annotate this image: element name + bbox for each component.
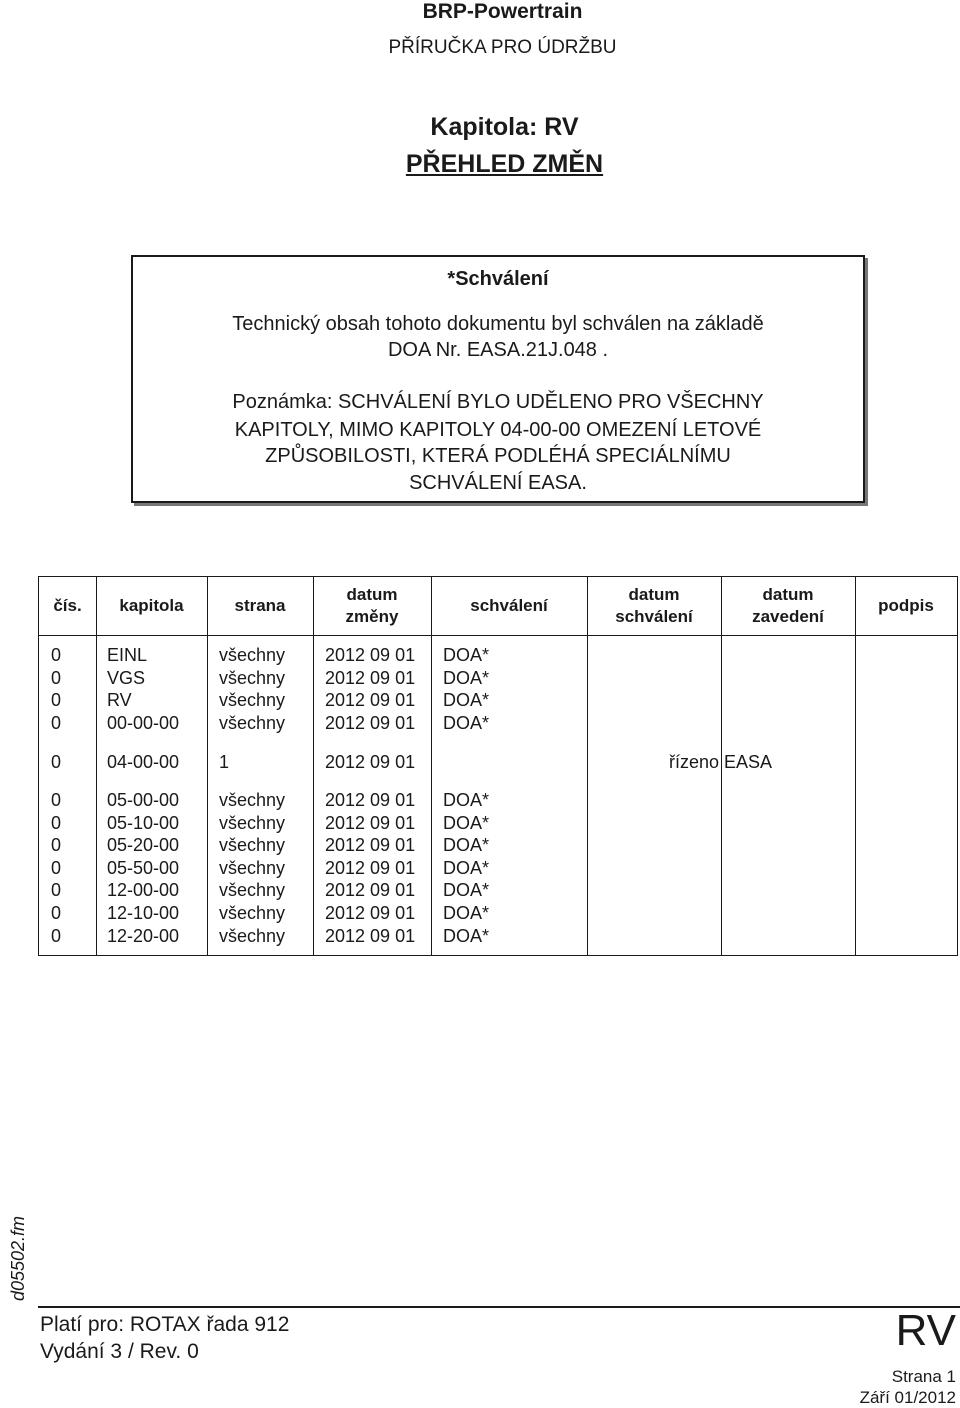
header-chapter: kapitola (119, 596, 184, 615)
cell-approval: DOA* (443, 690, 490, 711)
cell-chapter: 05-10-00 (107, 812, 180, 833)
header-intro-date-line1: datum (762, 585, 814, 604)
footer-valid-for: Platí pro: ROTAX řada 912 (40, 1313, 290, 1336)
cell-page: všechny (219, 880, 286, 901)
cell-page: všechny (219, 812, 286, 833)
table-row (39, 712, 957, 735)
cell-chapter: 00-00-00 (107, 712, 180, 733)
header-intro-date-line2: zavedení (752, 607, 824, 626)
header-approval: schválení (470, 596, 548, 615)
cell-date: 2012 09 01 (325, 712, 416, 733)
cell-date: 2012 09 01 (325, 790, 416, 810)
cell-chapter: 12-20-00 (107, 925, 180, 946)
cell-page: všechny (219, 790, 286, 810)
cell-approval: DOA* (443, 857, 490, 878)
approval-note-line4: SCHVÁLENÍ EASA. (409, 472, 587, 494)
cell-chapter: 05-20-00 (107, 835, 180, 856)
cell-num: 0 (51, 712, 62, 733)
file-tag: d05502.fm (8, 1215, 29, 1302)
cell-num: 0 (51, 690, 62, 711)
table-row (39, 834, 957, 857)
cell-page: všechny (219, 712, 286, 733)
cell-date: 2012 09 01 (325, 645, 416, 665)
header-approval-date (587, 577, 721, 635)
cell-chapter: RV (107, 690, 132, 711)
cell-num: 0 (51, 903, 62, 923)
overview-title: PŘEHLED ZMĚN (405, 150, 604, 178)
cell-date: 2012 09 01 (325, 690, 416, 711)
cell-approval: DOA* (443, 667, 490, 688)
cell-num: 0 (51, 645, 62, 665)
table-row (39, 925, 957, 948)
footer-date: Září 01/2012 (859, 1388, 956, 1407)
cell-chapter: 12-10-00 (107, 903, 180, 923)
cell-date: 2012 09 01 (325, 903, 416, 923)
footer-page: Strana 1 (891, 1367, 956, 1386)
cell-page: všechny (219, 857, 286, 878)
cell-num: 0 (51, 925, 62, 946)
cell-date: 2012 09 01 (325, 925, 416, 946)
table-row (39, 689, 957, 712)
header-change-date-line2: změny (345, 607, 399, 626)
cell-num: 0 (51, 857, 62, 878)
cell-approval: DOA* (443, 880, 490, 901)
cell-num: 0 (51, 880, 62, 901)
cell-date: 2012 09 01 (325, 667, 416, 688)
cell-chapter: EINL (107, 645, 148, 665)
cell-approval: DOA* (443, 812, 490, 833)
cell-date: 2012 09 01 (325, 880, 416, 901)
header-change-date-line1: datum (346, 585, 398, 604)
header-approval-date-line2: schválení (615, 607, 693, 626)
cell-num: 0 (51, 667, 62, 688)
cell-page: všechny (219, 690, 286, 711)
table-row (39, 812, 957, 835)
cell-chapter: 05-00-00 (107, 790, 180, 810)
company-name: BRP-Powertrain (422, 0, 583, 23)
cell-approval: DOA* (443, 903, 490, 923)
footer-chapter-code: RV (895, 1306, 956, 1355)
cell-date: 2012 09 01 (325, 835, 416, 856)
cell-chapter: 05-50-00 (107, 857, 180, 878)
cell-chapter: 04-00-00 (107, 752, 180, 772)
table-row (39, 789, 957, 812)
chapter-title: Kapitola: RV (430, 113, 579, 141)
header-page: strana (234, 596, 286, 615)
cell-approval: DOA* (443, 645, 490, 665)
footer-divider (38, 1306, 960, 1308)
cell-approval: DOA* (443, 835, 490, 856)
approval-note-line3: ZPŮSOBILOSTI, KTERÁ PODLÉHÁ SPECIÁLNÍMU (265, 445, 731, 467)
cell-date: 2012 09 01 (325, 752, 416, 772)
header-change-date (313, 577, 431, 635)
approval-text-line1: Technický obsah tohoto dokumentu byl schválen na základě (232, 313, 764, 335)
table-row (39, 857, 957, 880)
header-num: čís. (53, 596, 82, 615)
cell-approval: DOA* (443, 925, 490, 946)
approval-note-line1: Poznámka: SCHVÁLENÍ BYLO UDĚLENO PRO VŠECHNY (232, 391, 764, 413)
table-row (39, 751, 957, 774)
approval-text-line2: DOA Nr. EASA.21J.048 . (387, 339, 609, 361)
cell-page: 1 (219, 752, 230, 772)
cell-num: 0 (51, 752, 62, 772)
cell-approval: DOA* (443, 790, 490, 810)
cell-approval-date: řízeno EASA (669, 752, 773, 772)
approval-box (131, 255, 865, 503)
header-intro-date (721, 577, 855, 635)
cell-num: 0 (51, 835, 62, 856)
header-signature: podpis (878, 596, 934, 615)
cell-date: 2012 09 01 (325, 857, 416, 878)
table-row (39, 644, 957, 667)
cell-num: 0 (51, 790, 62, 810)
table-row (39, 879, 957, 902)
cell-chapter: 12-00-00 (107, 880, 180, 901)
cell-page: všechny (219, 925, 286, 946)
cell-num: 0 (51, 812, 62, 833)
cell-page: všechny (219, 835, 286, 856)
manual-title: PŘÍRUČKA PRO ÚDRŽBU (388, 37, 617, 58)
approval-note-line2: KAPITOLY, MIMO KAPITOLY 04-00-00 OMEZENÍ LETOVÉ (234, 419, 762, 441)
footer-edition: Vydání 3 / Rev. 0 (40, 1340, 199, 1363)
cell-page: všechny (219, 903, 286, 923)
cell-chapter: VGS (107, 667, 146, 688)
cell-date: 2012 09 01 (325, 812, 416, 833)
table-row (39, 667, 957, 690)
cell-page: všechny (219, 667, 286, 688)
cell-approval: DOA* (443, 712, 490, 733)
cell-page: všechny (219, 645, 286, 665)
header-approval-date-line1: datum (628, 585, 680, 604)
approval-heading: *Schválení (447, 268, 549, 290)
revision-table (38, 576, 958, 956)
table-row (39, 902, 957, 925)
